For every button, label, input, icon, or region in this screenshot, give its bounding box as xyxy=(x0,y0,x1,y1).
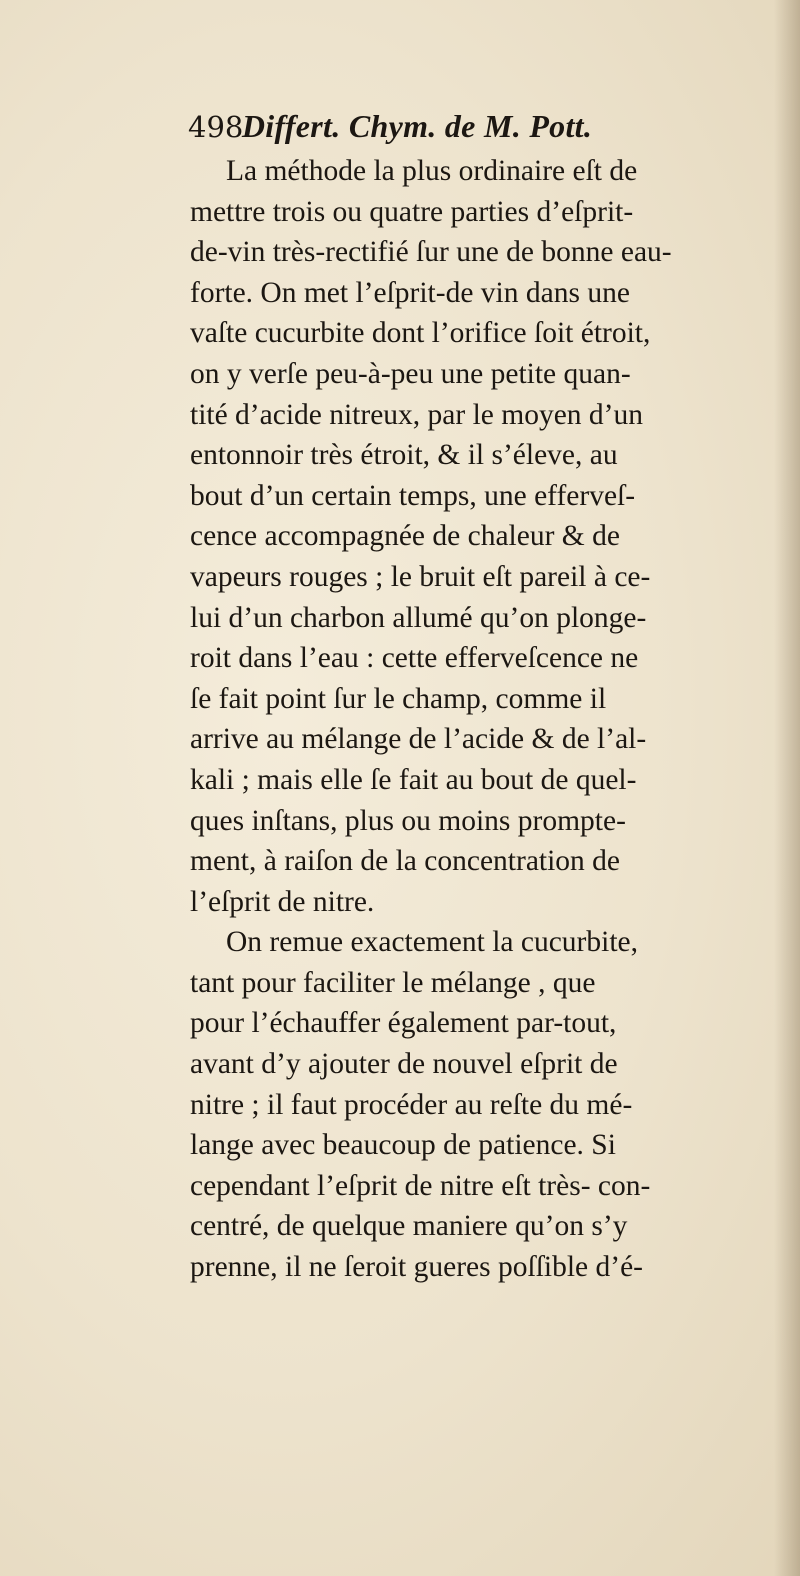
text-line: vapeurs rouges ; le bruit eſt pareil à ce- xyxy=(190,560,651,593)
body-text xyxy=(190,151,776,1288)
text-line: vaſte cucurbite dont l’orifice ſoit étroit, xyxy=(190,317,651,350)
text-line: bout d’un certain temps, une efferveſ- xyxy=(190,479,636,512)
text-line: arrive au mélange de l’acide & de l’al- xyxy=(190,723,647,756)
text-line: pour l’échauffer également par-tout, xyxy=(190,1007,617,1040)
text-line: nitre ; il faut procéder au reſte du mé- xyxy=(190,1088,633,1121)
page-number: 498 xyxy=(188,110,244,144)
text-line: on y verſe peu-à-peu une petite quan- xyxy=(190,357,631,390)
running-head: Differt. Chym. de M. Pott. xyxy=(241,108,593,144)
text-line: ment, à raiſon de la concentration de xyxy=(190,845,621,878)
text-line: avant d’y ajouter de nouvel eſprit de xyxy=(190,1048,618,1081)
text-line: ſe fait point ſur le champ, comme il xyxy=(190,682,607,715)
paragraph xyxy=(190,922,776,1287)
text-line: mettre trois ou quatre parties d’eſprit- xyxy=(190,195,634,228)
text-line: tant pour faciliter le mélange , que xyxy=(190,966,596,999)
text-line: prenne, il ne ſeroit gueres poſſible d’é- xyxy=(190,1251,643,1284)
text-line: cependant l’eſprit de nitre eſt très- con- xyxy=(190,1169,651,1202)
text-line: entonnoir très étroit, & il s’éleve, au xyxy=(190,439,618,472)
text-line: lange avec beaucoup de patience. Si xyxy=(190,1129,616,1162)
text-line: ques inſtans, plus ou moins prompte- xyxy=(190,804,626,837)
page-edge-shadow xyxy=(774,0,800,1576)
text-line: roit dans l’eau : cette efferveſcence ne xyxy=(190,642,639,675)
text-line: l’eſprit de nitre. xyxy=(190,885,375,918)
text-line: On remue exactement la cucurbite, xyxy=(226,926,638,959)
text-line: cence accompagnée de chaleur & de xyxy=(190,520,620,553)
text-line: lui d’un charbon allumé qu’on plonge- xyxy=(190,601,647,634)
text-line: tité d’acide nitreux, par le moyen d’un xyxy=(190,398,643,431)
text-line: La méthode la plus ordinaire eſt de xyxy=(226,155,638,187)
text-line: de-vin très-rectifié ſur une de bonne eau- xyxy=(190,236,672,269)
page-header xyxy=(188,104,778,148)
text-line: forte. On met l’eſprit-de vin dans une xyxy=(190,276,630,309)
text-line: centré, de quelque maniere qu’on s’y xyxy=(190,1210,628,1243)
text-line: kali ; mais elle ſe fait au bout de quel- xyxy=(190,763,637,796)
paragraph xyxy=(190,151,776,922)
